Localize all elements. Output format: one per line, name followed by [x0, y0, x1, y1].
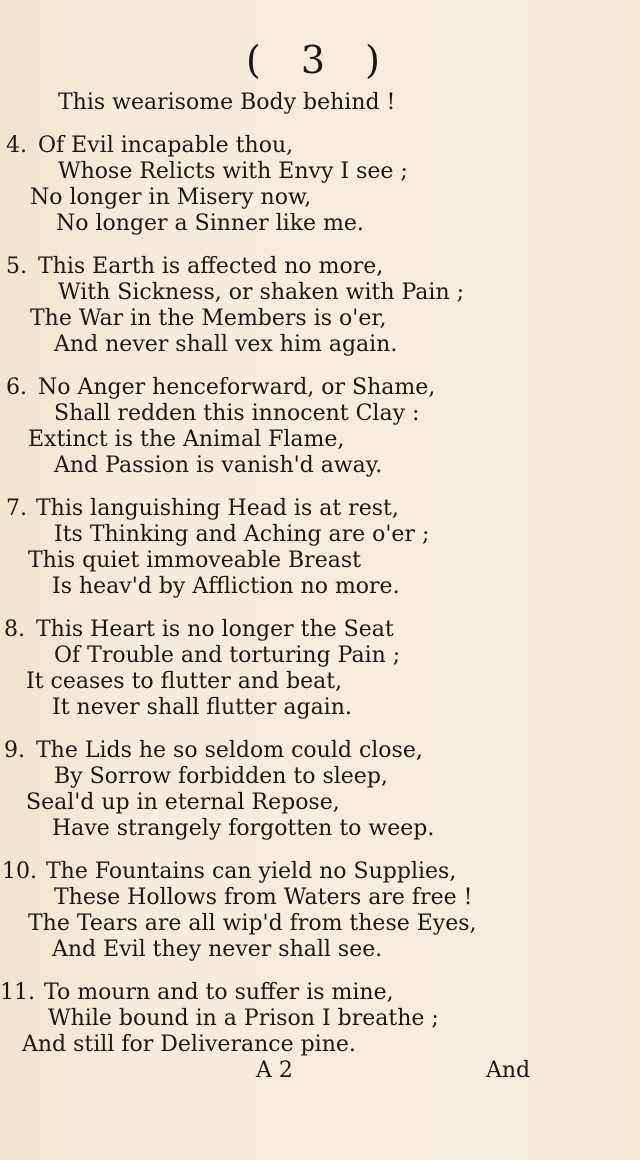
verse-line: No longer in Misery now,	[30, 185, 312, 210]
verse-line: It never shall flutter again.	[52, 695, 352, 720]
verse-line: The Tears are all wip'd from these Eyes,	[28, 911, 477, 936]
verse-line: The Lids he so seldom could close,	[36, 738, 423, 763]
verse-line: Of Trouble and torturing Pain ;	[54, 643, 401, 668]
verse-line: It ceases to flutter and beat,	[26, 669, 343, 694]
stanza-number: 11.	[0, 980, 35, 1005]
stanza-number: 7.	[6, 496, 27, 521]
stanza-number: 8.	[4, 617, 25, 642]
verse-line: And Passion is vanish'd away.	[54, 453, 383, 478]
verse-line: These Hollows from Waters are free !	[54, 885, 473, 910]
verse-line: With Sickness, or shaken with Pain ;	[58, 280, 465, 305]
stanza-number: 9.	[4, 738, 25, 763]
verse-line: Of Evil incapable thou,	[38, 133, 294, 158]
verse-line: Have strangely forgotten to weep.	[52, 816, 435, 841]
verse-line: No longer a Sinner like me.	[56, 211, 364, 236]
verse-line: While bound in a Prison I breathe ;	[48, 1006, 439, 1031]
stanza-number: 6.	[6, 375, 27, 400]
verse-line: Is heav'd by Affliction no more.	[52, 574, 400, 599]
signature-mark: A 2	[256, 1058, 293, 1083]
verse-line: Extinct is the Animal Flame,	[28, 427, 345, 452]
verse-line: And Evil they never shall see.	[52, 937, 383, 962]
stanza-number: 5.	[6, 254, 27, 279]
verse-line: Shall redden this innocent Clay :	[54, 401, 420, 426]
verse-line: This Earth is affected no more,	[38, 254, 384, 279]
catchword: And	[486, 1058, 531, 1083]
page-number: ( 3 )	[246, 38, 394, 82]
verse-line: The Fountains can yield no Supplies,	[46, 859, 457, 884]
verse-line: This languishing Head is at rest,	[36, 496, 399, 521]
verse-line: No Anger henceforward, or Shame,	[38, 375, 436, 400]
stanza-number: 10.	[2, 859, 37, 884]
verse-line: Its Thinking and Aching are o'er ;	[54, 522, 430, 547]
verse-line: By Sorrow forbidden to sleep,	[54, 764, 388, 789]
verse-line: This quiet immoveable Breast	[28, 548, 361, 573]
verse-line: To mourn and to suffer is mine,	[44, 980, 394, 1005]
carryover-line: This wearisome Body behind !	[58, 90, 396, 115]
verse-line: And still for Deliverance pine.	[22, 1032, 356, 1057]
verse-line: Whose Relicts with Envy I see ;	[58, 159, 408, 184]
verse-line: This Heart is no longer the Seat	[36, 617, 394, 642]
verse-line: The War in the Members is o'er,	[30, 306, 387, 331]
verse-line: And never shall vex him again.	[54, 332, 398, 357]
verse-line: Seal'd up in eternal Repose,	[26, 790, 340, 815]
stanza-number: 4.	[6, 133, 27, 158]
